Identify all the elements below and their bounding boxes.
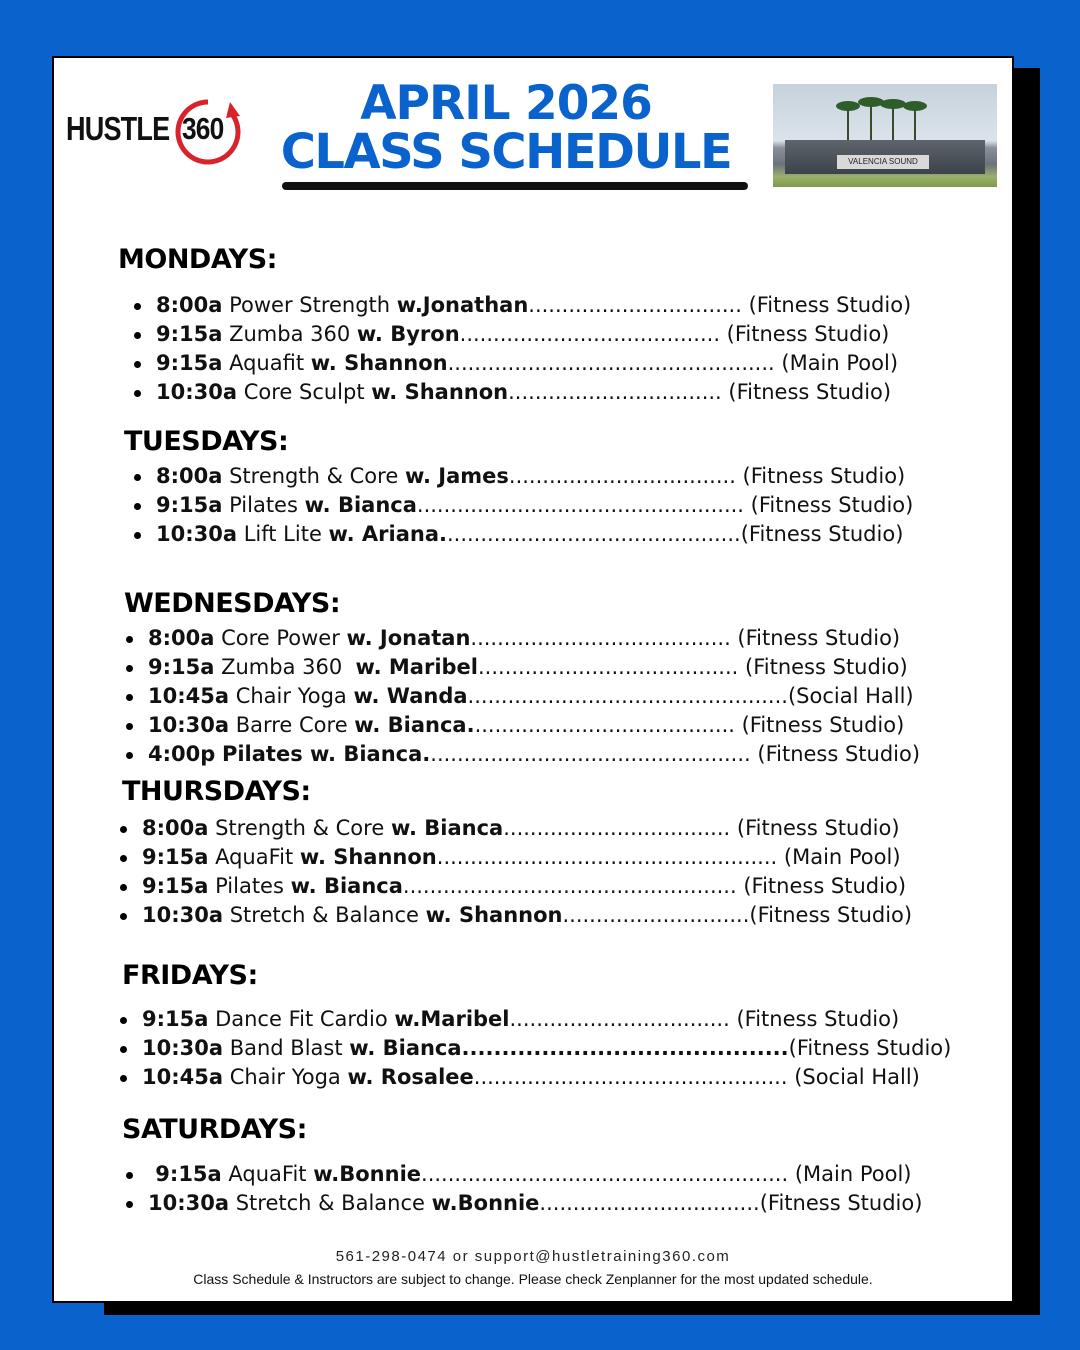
instructor-name: w.Bonnie (431, 1191, 540, 1215)
instructor-name: w. Ariana. (328, 522, 447, 546)
class-name: Barre Core (229, 713, 355, 737)
class-location: (Fitness Studio) (743, 493, 914, 517)
class-location: (Main Pool) (777, 845, 901, 869)
disclaimer-text: Class Schedule & Instructors are subject to change. Please check Zenplanner for the most updated schedule. (193, 1271, 873, 1287)
class-item (134, 520, 913, 549)
class-location: (Fitness Studio) (729, 1007, 900, 1031)
instructor-name: w. Shannon (310, 351, 448, 375)
leader-dots: ................................ (508, 380, 722, 404)
leader-dots: ................................. (539, 1191, 760, 1215)
class-item (120, 1063, 951, 1092)
class-name: Pilates (208, 874, 291, 898)
class-location: (Fitness Studio) (750, 742, 921, 766)
class-location: (Social Hall) (787, 1065, 920, 1089)
class-time: 4:00p (148, 742, 216, 766)
logo-number-text: 360 (182, 111, 224, 146)
class-list (126, 1160, 922, 1218)
class-item (126, 653, 920, 682)
class-time: 8:00a (156, 464, 223, 488)
class-item (134, 491, 913, 520)
leader-dots: ....................................................... (421, 1162, 789, 1186)
class-name: Strength & Core (208, 816, 391, 840)
class-time: 9:15a (142, 874, 209, 898)
class-name: Stretch & Balance (229, 1191, 432, 1215)
instructor-name: w. James (404, 464, 509, 488)
class-time: 10:30a (156, 380, 238, 404)
class-name: Core Power (214, 626, 347, 650)
class-location: (Fitness Studio) (738, 655, 908, 679)
class-list (120, 1005, 951, 1092)
leader-dots: .................................. (503, 816, 731, 840)
schedule-card (52, 56, 1014, 1303)
instructor-name: w. Maribel (355, 655, 478, 679)
title-schedule: CLASS SCHEDULE (280, 124, 732, 180)
leader-dots: ................................. (509, 1007, 730, 1031)
class-item (134, 378, 911, 407)
logo-brand-text: HUSTLE (66, 110, 170, 147)
class-list (120, 814, 912, 930)
class-time: 9:15a (142, 1007, 209, 1031)
class-list (134, 291, 911, 407)
palm-trees-icon (833, 96, 933, 146)
class-item (134, 462, 913, 491)
class-time: 10:30a (156, 522, 238, 546)
class-item (120, 1034, 951, 1063)
instructor-name: w. Bianca (290, 874, 403, 898)
leader-dots: ................................................ (430, 742, 751, 766)
leader-dots: ................................ (528, 293, 742, 317)
class-name: Stretch & Balance (223, 903, 426, 927)
instructor-name: w.Maribel (394, 1007, 510, 1031)
class-name: Pilates (222, 493, 305, 517)
class-item (120, 901, 912, 930)
instructor-name: w. Rosalee (347, 1065, 474, 1089)
class-name: AquaFit (221, 1162, 314, 1186)
class-item (120, 843, 912, 872)
class-name: Dance Fit Cardio (208, 1007, 395, 1031)
class-time: 10:30a (148, 1191, 230, 1215)
instructor-name: w. Bianca (304, 493, 417, 517)
leader-dots: ............................ (562, 903, 750, 927)
leader-dots: ................................................. (416, 493, 744, 517)
class-item (126, 624, 920, 653)
leader-dots: ....................................... (478, 655, 739, 679)
class-name: AquaFit (208, 845, 300, 869)
class-name: Power Strength (222, 293, 397, 317)
class-time: 10:30a (142, 1036, 224, 1060)
leader-dots: ................................................... (436, 845, 778, 869)
class-item (134, 349, 911, 378)
instructor-name: w. Wanda (353, 684, 468, 708)
instructor-name: w. Jonatan (346, 626, 471, 650)
class-location: (Fitness Studio) (788, 1036, 952, 1060)
class-time: 8:00a (156, 293, 223, 317)
instructor-name: w. Shannon (299, 845, 437, 869)
class-location: (Social Hall) (787, 684, 914, 708)
class-item (120, 872, 912, 901)
community-sign: VALENCIA SOUND (837, 155, 929, 169)
class-location: (Fitness Studio) (759, 1191, 923, 1215)
day-heading: SATURDAYS: (122, 1114, 307, 1145)
class-item (126, 1189, 922, 1218)
class-name: Core Sculpt (237, 380, 372, 404)
instructor-name: w.Jonathan (396, 293, 529, 317)
title-month: APRIL 2026 (360, 76, 652, 131)
day-heading: THURSDAYS: (122, 776, 311, 807)
class-name: Chair Yoga (223, 1065, 348, 1089)
instructor-name: w. Bianca......................................... (349, 1036, 789, 1060)
instructor-name: w. Bianca (390, 816, 504, 840)
class-item (134, 291, 911, 320)
class-location: (Fitness Studio) (749, 903, 913, 927)
class-location: (Fitness Studio) (721, 380, 892, 404)
instructor-name: w. Bianca. (354, 713, 475, 737)
class-location: (Fitness Studio) (730, 816, 900, 840)
class-item (134, 320, 911, 349)
contact-info: 561-298-0474 or support@hustletraining360.com (335, 1248, 731, 1265)
day-heading: MONDAYS: (118, 244, 277, 275)
leader-dots: ............................................ (446, 522, 741, 546)
leader-dots: ....................................... (459, 322, 720, 346)
class-location: (Fitness Studio) (735, 464, 906, 488)
class-name: Lift Lite (237, 522, 329, 546)
leader-dots: .................................. (508, 464, 736, 488)
class-name: Zumba 360 (214, 655, 356, 679)
class-location: (Fitness Studio) (736, 874, 907, 898)
instructor-name: w. Shannon (371, 380, 509, 404)
title-underline (282, 182, 748, 190)
class-name: Aquafit (222, 351, 311, 375)
class-name: Strength & Core (222, 464, 405, 488)
leader-dots: ....................................... (470, 626, 731, 650)
class-name: Zumba 360 (222, 322, 357, 346)
class-list (134, 462, 913, 549)
leader-dots: ................................................ (467, 684, 788, 708)
valencia-sound-photo (773, 84, 997, 187)
class-name: Chair Yoga (229, 684, 354, 708)
day-heading: TUESDAYS: (124, 426, 289, 457)
page-title (268, 76, 744, 180)
class-location: (Fitness Studio) (730, 626, 901, 650)
class-time: 9:15a (148, 1162, 222, 1186)
class-time: 10:45a (142, 1065, 224, 1089)
class-location: (Fitness Studio) (740, 522, 904, 546)
instructor-name: Pilates w. Bianca. (221, 742, 431, 766)
class-time: 10:45a (148, 684, 230, 708)
day-heading: FRIDAYS: (122, 960, 258, 991)
class-item (120, 1005, 951, 1034)
class-time: 9:15a (142, 845, 209, 869)
class-location: (Main Pool) (774, 351, 899, 375)
class-time: 9:15a (148, 655, 215, 679)
class-time: 8:00a (142, 816, 209, 840)
class-time: 8:00a (148, 626, 215, 650)
leader-dots: ................................................. (447, 351, 775, 375)
day-heading: WEDNESDAYS: (124, 588, 341, 619)
leader-dots: ....................................... (474, 713, 735, 737)
class-time: 10:30a (142, 903, 224, 927)
instructor-name: w.Bonnie (313, 1162, 422, 1186)
class-list (126, 624, 920, 769)
class-item (126, 711, 920, 740)
class-item (120, 814, 912, 843)
class-location: (Fitness Studio) (734, 713, 905, 737)
leader-dots: .................................................. (402, 874, 737, 898)
instructor-name: w. Shannon (425, 903, 563, 927)
hustle-360-logo (64, 88, 244, 172)
leader-dots: ............................................... (473, 1065, 788, 1089)
class-location: (Main Pool) (788, 1162, 912, 1186)
class-time: 9:15a (156, 351, 223, 375)
instructor-name: w. Byron (356, 322, 460, 346)
class-time: 10:30a (148, 713, 230, 737)
class-location: (Fitness Studio) (720, 322, 890, 346)
class-time: 9:15a (156, 493, 223, 517)
class-item (126, 740, 920, 769)
class-item (126, 1160, 922, 1189)
class-name: Band Blast (223, 1036, 350, 1060)
class-time: 9:15a (156, 322, 223, 346)
class-item (126, 682, 920, 711)
class-name (215, 742, 222, 766)
class-location: (Fitness Studio) (741, 293, 912, 317)
